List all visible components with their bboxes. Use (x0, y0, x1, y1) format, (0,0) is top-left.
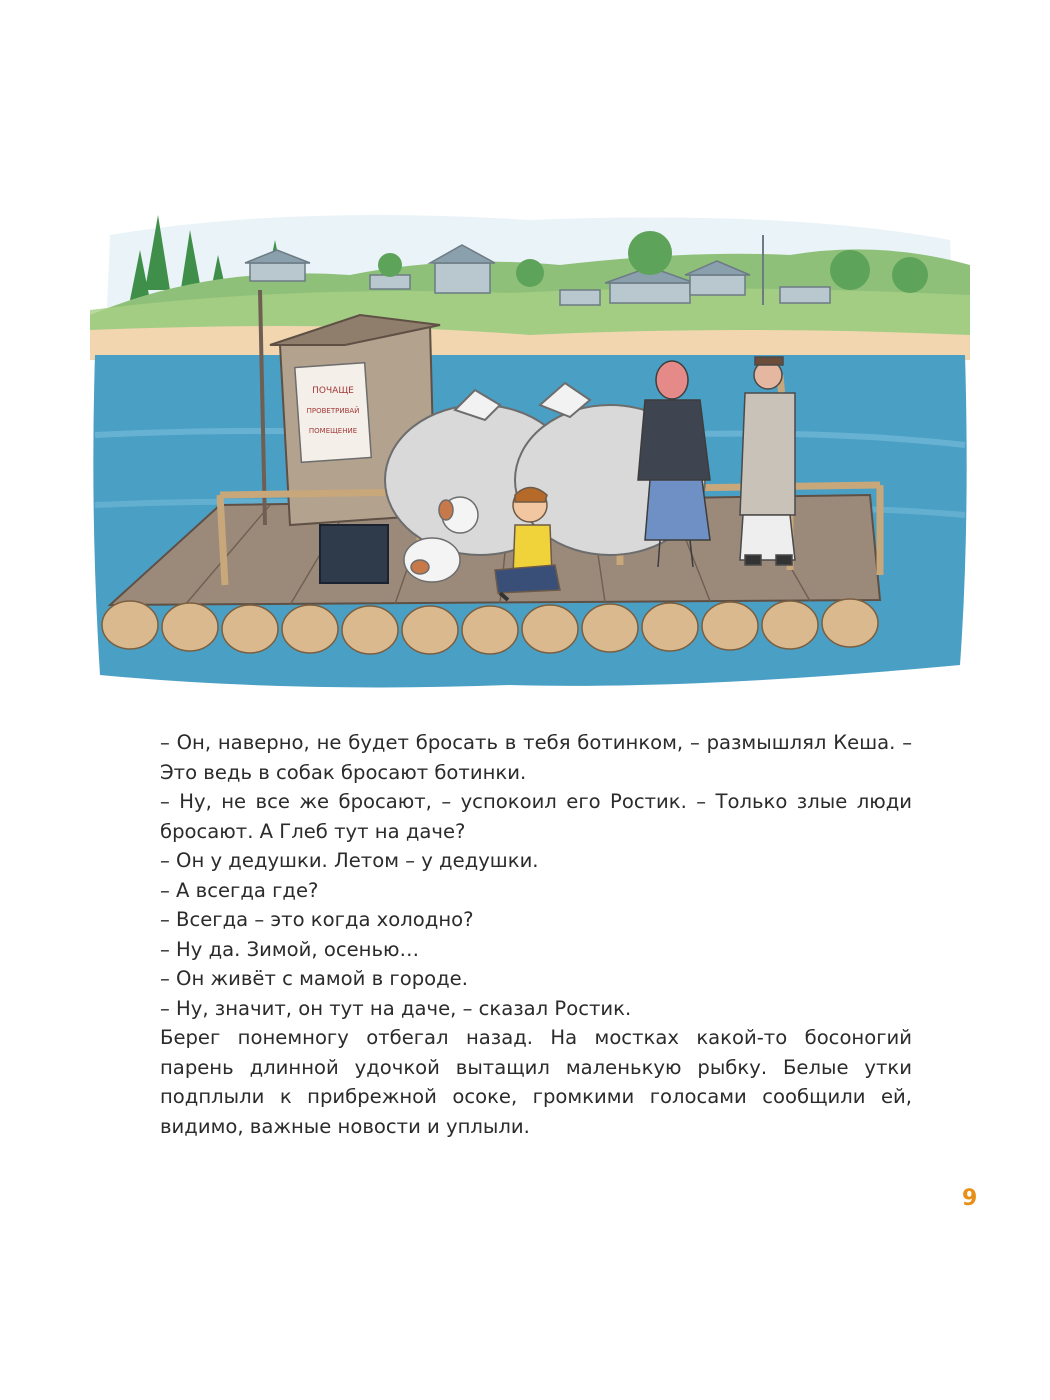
paragraph-9: Берег понемногу отбегал назад. На мостках какой-то босоногий парень длинной удочкой вытащил маленькую рыбку. Белые утки подплыли к прибрежной осоке, громкими голосами сообщили ей, видимо, важные новости и уплыли. (160, 1026, 912, 1138)
outhouse-sign (295, 363, 371, 463)
paragraph-5: – Всегда – это когда холодно? (160, 908, 474, 931)
illustration-drawing (90, 195, 970, 695)
sign-line-1: ПОЧАЩЕ (312, 386, 354, 396)
sign-line-3: ПОМЕЩЕНИЕ (308, 427, 358, 435)
paragraph-1: – Он, наверно, не будет бросать в тебя ботинком, – размышлял Кеша. – Это ведь в собак бросают ботинки. (160, 731, 912, 784)
paragraph-6: – Ну да. Зимой, осенью… (160, 937, 420, 961)
suitcase (320, 525, 388, 583)
raft-illustration (90, 195, 970, 695)
paragraph-2: – Ну, не все же бросают, – успокоил его Ростик. – Только злые люди бросают. А Глеб тут на даче? (160, 790, 912, 843)
page-number: 9 (962, 1186, 978, 1211)
paragraph-4: – А всегда где? (160, 878, 319, 902)
paragraph-3: – Он у дедушки. Летом – у дедушки. (160, 849, 539, 872)
story-text (160, 728, 912, 1141)
paragraph-8: – Ну, значит, он тут на даче, – сказал Ростик. (160, 996, 632, 1020)
sign-line-2: ПРОВЕТРИВАЙ (306, 407, 360, 415)
paragraph-7: – Он живёт с мамой в городе. (160, 967, 468, 990)
